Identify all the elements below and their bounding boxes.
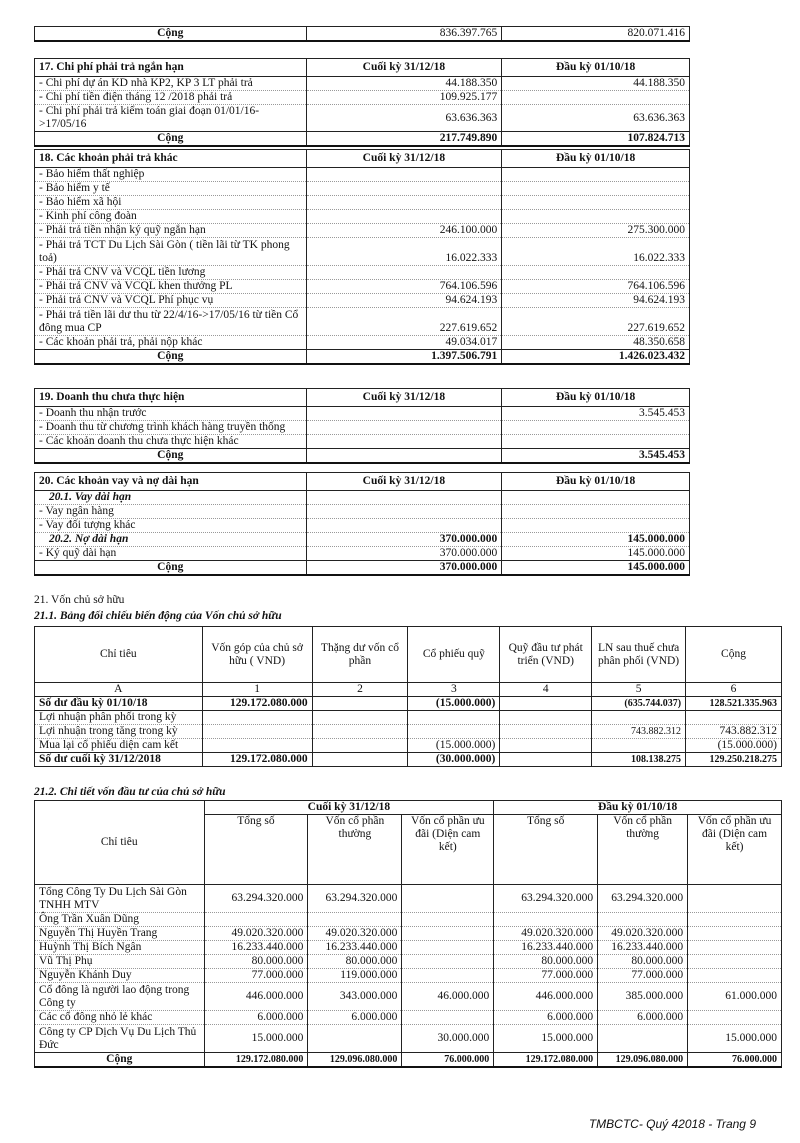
row-value-previous: [502, 421, 690, 435]
row-value: [402, 927, 494, 941]
row-value: 16.233.440.000: [494, 941, 598, 955]
row-value-current: 109.925.177: [306, 91, 502, 105]
row-value-previous: 94.624.193: [502, 294, 690, 308]
row-value: [312, 697, 408, 711]
column-header: Cộng: [686, 627, 782, 683]
header-row: [35, 627, 782, 683]
row-value: 743.882.312: [592, 725, 686, 739]
table-row: [35, 547, 690, 561]
row-value: [312, 753, 408, 767]
row-value: [308, 913, 402, 927]
row-label: Số dư đầu kỳ 01/10/18: [35, 697, 203, 711]
row-value-current: 370.000.000: [306, 533, 502, 547]
table-row: [35, 77, 690, 91]
row-value: 77.000.000: [598, 969, 688, 983]
total-row: [35, 350, 690, 365]
section-21-title: 21. Vốn chủ sở hữu: [34, 594, 125, 606]
column-header: Vốn cổ phần thường: [598, 815, 688, 885]
row-value: 6.000.000: [308, 1011, 402, 1025]
row-value: 49.020.320.000: [598, 927, 688, 941]
row-value-previous: [502, 266, 690, 280]
row-value-previous: [502, 168, 690, 182]
table-17-short-term-accrued: [34, 58, 690, 147]
row-value: 129.250.218.275: [686, 753, 782, 767]
group-header-previous: Đầu kỳ 01/10/18: [494, 801, 782, 815]
section-title: 17. Chi phí phải trả ngắn hạn: [35, 59, 307, 77]
row-value: [494, 913, 598, 927]
total-label: Cộng: [35, 132, 307, 147]
row-value: 63.294.320.000: [308, 885, 402, 913]
row-value: [500, 725, 592, 739]
row-label: - Vay ngân hàng: [35, 505, 307, 519]
table-row: [35, 941, 782, 955]
row-value: (15.000.000): [408, 697, 500, 711]
row-value: 80.000.000: [598, 955, 688, 969]
row-value: 63.294.320.000: [598, 885, 688, 913]
table-row: [35, 210, 690, 224]
row-value: 46.000.000: [402, 983, 494, 1011]
table-21-2-owner-capital-detail: [34, 800, 782, 1068]
table-row: [35, 91, 690, 105]
table-row: [35, 697, 782, 711]
row-value-previous: [502, 435, 690, 449]
column-header-previous: Đầu kỳ 01/10/18: [502, 150, 690, 168]
total-row: [35, 132, 690, 147]
column-index: 1: [202, 683, 312, 697]
section-title: 20. Các khoản vay và nợ dài hạn: [35, 473, 307, 491]
total-prev: 820.071.416: [502, 27, 690, 42]
row-label: Huỳnh Thị Bích Ngân: [35, 941, 205, 955]
table-row: [35, 435, 690, 449]
row-label: Lợi nhuận phân phối trong kỳ: [35, 711, 203, 725]
row-value: [500, 739, 592, 753]
row-value-current: [306, 435, 502, 449]
table-row: [35, 969, 782, 983]
row-label: - Phải trả CNV và VCQL khen thưởng PL: [35, 280, 307, 294]
row-value: 63.294.320.000: [204, 885, 308, 913]
row-value: 119.000.000: [308, 969, 402, 983]
column-index: 3: [408, 683, 500, 697]
header-row: [35, 801, 782, 815]
column-header-current: Cuối kỳ 31/12/18: [306, 473, 502, 491]
row-value: 16.233.440.000: [204, 941, 308, 955]
row-label: - Doanh thu từ chương trình khách hàng truyền thống: [35, 421, 307, 435]
row-value-previous: 145.000.000: [502, 547, 690, 561]
row-label: Ông Trần Xuân Dũng: [35, 913, 205, 927]
row-value: 128.521.335.963: [686, 697, 782, 711]
row-label: Vũ Thị Phụ: [35, 955, 205, 969]
row-value-current: 49.034.017: [306, 336, 502, 350]
row-value: [402, 969, 494, 983]
row-value-current: [306, 210, 502, 224]
table-row: [35, 753, 782, 767]
row-value-current: [306, 182, 502, 196]
total-cur: 836.397.765: [306, 27, 502, 42]
row-value-previous: 48.350.658: [502, 336, 690, 350]
row-value-current: 63.636.363: [306, 105, 502, 132]
row-value: [688, 885, 782, 913]
row-value: [686, 711, 782, 725]
row-value-current: 764.106.596: [306, 280, 502, 294]
row-value: [402, 885, 494, 913]
table-row: [35, 294, 690, 308]
row-value: [408, 711, 500, 725]
row-value: [402, 955, 494, 969]
row-value: [688, 1011, 782, 1025]
row-value: 6.000.000: [494, 1011, 598, 1025]
table-row: [35, 308, 690, 336]
total-label: Cộng: [35, 561, 307, 576]
row-value: 6.000.000: [204, 1011, 308, 1025]
row-label: - Phải trả TCT Du Lịch Sài Gòn ( tiền lãi từ TK phong toả): [35, 238, 307, 266]
row-value: 61.000.000: [688, 983, 782, 1011]
column-index: 2: [312, 683, 408, 697]
row-label: Mua lại cổ phiếu diện cam kết: [35, 739, 203, 753]
total-value: 129.172.080.000: [204, 1053, 308, 1068]
row-value: [202, 739, 312, 753]
column-index: A: [35, 683, 203, 697]
row-label: - Các khoản doanh thu chưa thực hiện khác: [35, 435, 307, 449]
total-current: [306, 449, 502, 464]
row-value-current: [306, 407, 502, 421]
row-value: [308, 1025, 402, 1053]
row-label: - Bảo hiểm thất nghiệp: [35, 168, 307, 182]
table-20-long-term-loans: [34, 472, 690, 576]
row-value-current: 370.000.000: [306, 547, 502, 561]
row-value-current: [306, 519, 502, 533]
total-value: 129.096.080.000: [308, 1053, 402, 1068]
row-value: 49.020.320.000: [494, 927, 598, 941]
row-value-previous: 145.000.000: [502, 533, 690, 547]
table-16-total: [34, 26, 690, 42]
row-value: (635.744.037): [592, 697, 686, 711]
table-row: [35, 238, 690, 266]
row-value: 80.000.000: [494, 955, 598, 969]
table-row: [35, 421, 690, 435]
total-current: 370.000.000: [306, 561, 502, 576]
table-19-unearned-revenue: [34, 388, 690, 464]
total-row: [35, 1053, 782, 1068]
row-value: [202, 711, 312, 725]
column-index: 5: [592, 683, 686, 697]
row-label: - Phải trả tiền nhận ký quỹ ngắn hạn: [35, 224, 307, 238]
row-value-current: [306, 505, 502, 519]
row-value: 77.000.000: [204, 969, 308, 983]
row-value: (15.000.000): [408, 739, 500, 753]
row-label: Tổng Công Ty Du Lịch Sài Gòn TNHH MTV: [35, 885, 205, 913]
page-footer: TMBCTC- Quý 42018 - Trang 9: [588, 1117, 756, 1131]
row-value: [598, 913, 688, 927]
index-row: [35, 683, 782, 697]
table-row: [35, 913, 782, 927]
row-value: 743.882.312: [686, 725, 782, 739]
table-row: [35, 1011, 782, 1025]
total-value: 129.172.080.000: [494, 1053, 598, 1068]
total-previous: 107.824.713: [502, 132, 690, 147]
row-label: - Chi phí dự án KD nhà KP2, KP 3 LT phải trả: [35, 77, 307, 91]
row-value: 343.000.000: [308, 983, 402, 1011]
row-value: [202, 725, 312, 739]
total-previous: 3.545.453: [502, 449, 690, 464]
row-value-previous: [502, 519, 690, 533]
table-row: [35, 533, 690, 547]
row-label: - Bảo hiểm xã hội: [35, 196, 307, 210]
column-header-current: Cuối kỳ 31/12/18: [306, 150, 502, 168]
table-row: [35, 336, 690, 350]
row-value: [688, 913, 782, 927]
row-label: - Các khoản phải trả, phải nộp khác: [35, 336, 307, 350]
row-value: (15.000.000): [686, 739, 782, 753]
table-row: [35, 196, 690, 210]
table-21-1-equity-movement: [34, 626, 782, 767]
row-value: 446.000.000: [204, 983, 308, 1011]
row-value: 80.000.000: [204, 955, 308, 969]
row-value-current: [306, 266, 502, 280]
column-header-previous: Đầu kỳ 01/10/18: [502, 59, 690, 77]
row-value: [402, 913, 494, 927]
row-value-current: 44.188.350: [306, 77, 502, 91]
table-row: [35, 407, 690, 421]
column-header: Vốn cổ phần ưu đãi (Diện cam kết): [688, 815, 782, 885]
row-value: 63.294.320.000: [494, 885, 598, 913]
table-row: [35, 739, 782, 753]
total-current: 217.749.890: [306, 132, 502, 147]
section-21-1-title: 21.1. Bảng đối chiếu biến động của Vốn chủ sở hữu: [34, 610, 282, 622]
row-value-current: [306, 196, 502, 210]
row-value: 77.000.000: [494, 969, 598, 983]
row-value-previous: [502, 182, 690, 196]
row-label: Số dư cuối kỳ 31/12/2018: [35, 753, 203, 767]
row-value: [500, 697, 592, 711]
row-label: Nguyễn Thị Huyền Trang: [35, 927, 205, 941]
total-label: Cộng: [35, 350, 307, 365]
row-label: Các cổ đông nhỏ lẻ khác: [35, 1011, 205, 1025]
row-label: 20.1. Vay dài hạn: [35, 491, 307, 505]
row-label: Công ty CP Dịch Vụ Du Lịch Thủ Đức: [35, 1025, 205, 1053]
column-header: Tổng số: [204, 815, 308, 885]
row-label: - Bảo hiểm y tế: [35, 182, 307, 196]
group-header-current: Cuối kỳ 31/12/18: [204, 801, 494, 815]
table-row: [35, 491, 690, 505]
column-header: Vốn cổ phần thường: [308, 815, 402, 885]
table-row: [35, 519, 690, 533]
table-row: [35, 280, 690, 294]
column-header: Tổng số: [494, 815, 598, 885]
row-value: 129.172.080.000: [202, 697, 312, 711]
column-header: Vốn cổ phần ưu đãi (Diện cam kết): [402, 815, 494, 885]
row-label: - Phải trả tiền lãi dư thu từ 22/4/16->17/05/16 từ tiền Cổ đông mua CP: [35, 308, 307, 336]
table-18-other-payables: [34, 149, 690, 365]
row-value: [500, 753, 592, 767]
row-value: [688, 941, 782, 955]
row-value: 80.000.000: [308, 955, 402, 969]
row-value-current: 246.100.000: [306, 224, 502, 238]
row-value-previous: 16.022.333: [502, 238, 690, 266]
row-label: Cổ đông là người lao động trong Công ty: [35, 983, 205, 1011]
row-value-previous: 227.619.652: [502, 308, 690, 336]
row-value-previous: [502, 491, 690, 505]
table-row: [35, 927, 782, 941]
row-value: [312, 725, 408, 739]
total-current: 1.397.506.791: [306, 350, 502, 365]
row-value: [402, 941, 494, 955]
table-row: [35, 711, 782, 725]
row-value: (30.000.000): [408, 753, 500, 767]
table-row: [35, 885, 782, 913]
row-label: - Phải trả CNV và VCQL tiền lương: [35, 266, 307, 280]
total-label: Cộng: [35, 1053, 205, 1068]
row-value: [592, 711, 686, 725]
total-label: Cộng: [35, 449, 307, 464]
row-value-current: [306, 168, 502, 182]
total-label: Cộng: [35, 27, 307, 42]
row-value: 15.000.000: [688, 1025, 782, 1053]
row-value-current: [306, 491, 502, 505]
row-value-current: 227.619.652: [306, 308, 502, 336]
column-index: 6: [686, 683, 782, 697]
row-value: 16.233.440.000: [598, 941, 688, 955]
table-row: [35, 955, 782, 969]
row-value: [500, 711, 592, 725]
row-label: - Doanh thu nhận trước: [35, 407, 307, 421]
row-value: [408, 725, 500, 739]
section-title: 19. Doanh thu chưa thực hiện: [35, 389, 307, 407]
row-label: - Chi phí phải trả kiểm toán giai đoạn 01/01/16->17/05/16: [35, 105, 307, 132]
row-value: [402, 1011, 494, 1025]
table-row: [35, 505, 690, 519]
row-value: 15.000.000: [204, 1025, 308, 1053]
column-index: 4: [500, 683, 592, 697]
column-header: Thặng dư vốn cổ phần: [312, 627, 408, 683]
column-header-previous: Đầu kỳ 01/10/18: [502, 389, 690, 407]
row-value: 49.020.320.000: [308, 927, 402, 941]
row-value-previous: 3.545.453: [502, 407, 690, 421]
row-value-current: 94.624.193: [306, 294, 502, 308]
column-header-previous: Đầu kỳ 01/10/18: [502, 473, 690, 491]
row-value: 49.020.320.000: [204, 927, 308, 941]
total-row: [35, 561, 690, 576]
row-value: [204, 913, 308, 927]
table-row: [35, 105, 690, 132]
total-value: 129.096.080.000: [598, 1053, 688, 1068]
row-label: - Vay đối tượng khác: [35, 519, 307, 533]
row-value: [688, 969, 782, 983]
section-title: 18. Các khoản phải trả khác: [35, 150, 307, 168]
total-row: [35, 449, 690, 464]
table-row: [35, 224, 690, 238]
column-header: Cổ phiếu quỹ: [408, 627, 500, 683]
row-value: [598, 1025, 688, 1053]
row-value: 108.138.275: [592, 753, 686, 767]
row-value: 30.000.000: [402, 1025, 494, 1053]
row-value: 129.172.080.000: [202, 753, 312, 767]
table-row: [35, 168, 690, 182]
row-value: [312, 711, 408, 725]
column-header: Vốn góp của chủ sở hữu ( VND): [202, 627, 312, 683]
row-value-current: [306, 421, 502, 435]
row-value-previous: [502, 505, 690, 519]
row-value-previous: 764.106.596: [502, 280, 690, 294]
row-label: - Ký quỹ dài hạn: [35, 547, 307, 561]
table-row: [35, 983, 782, 1011]
total-previous: 145.000.000: [502, 561, 690, 576]
table-row: [35, 725, 782, 739]
row-value-previous: 44.188.350: [502, 77, 690, 91]
column-header: Quỹ đầu tư phát triển (VND): [500, 627, 592, 683]
table-row: [35, 266, 690, 280]
row-label: Nguyễn Khánh Duy: [35, 969, 205, 983]
row-value: 446.000.000: [494, 983, 598, 1011]
column-header: Chỉ tiêu: [35, 801, 205, 885]
row-value: [592, 739, 686, 753]
row-value-previous: 275.300.000: [502, 224, 690, 238]
row-value: [688, 927, 782, 941]
column-header: Chỉ tiêu: [35, 627, 203, 683]
table-row: [35, 182, 690, 196]
row-value-previous: [502, 196, 690, 210]
row-value: 385.000.000: [598, 983, 688, 1011]
row-label: Lợi nhuận trong tăng trong kỳ: [35, 725, 203, 739]
row-value-previous: [502, 210, 690, 224]
row-value-current: 16.022.333: [306, 238, 502, 266]
row-label: - Kinh phí công đoàn: [35, 210, 307, 224]
column-header-current: Cuối kỳ 31/12/18: [306, 59, 502, 77]
row-value: 6.000.000: [598, 1011, 688, 1025]
column-header-current: Cuối kỳ 31/12/18: [306, 389, 502, 407]
row-label: 20.2. Nợ dài hạn: [35, 533, 307, 547]
table-row: [35, 1025, 782, 1053]
total-previous: 1.426.023.432: [502, 350, 690, 365]
row-value: 16.233.440.000: [308, 941, 402, 955]
section-21-2-title: 21.2. Chi tiết vốn đầu tư của chủ sở hữu: [34, 786, 226, 798]
row-value: [688, 955, 782, 969]
total-value: 76.000.000: [688, 1053, 782, 1068]
row-value: 15.000.000: [494, 1025, 598, 1053]
row-value-previous: [502, 91, 690, 105]
row-label: - Chi phí tiền điện tháng 12 /2018 phải trả: [35, 91, 307, 105]
total-value: 76.000.000: [402, 1053, 494, 1068]
row-label: - Phải trả CNV và VCQL Phí phục vụ: [35, 294, 307, 308]
row-value-previous: 63.636.363: [502, 105, 690, 132]
column-header: LN sau thuế chưa phân phối (VND): [592, 627, 686, 683]
row-value: [312, 739, 408, 753]
